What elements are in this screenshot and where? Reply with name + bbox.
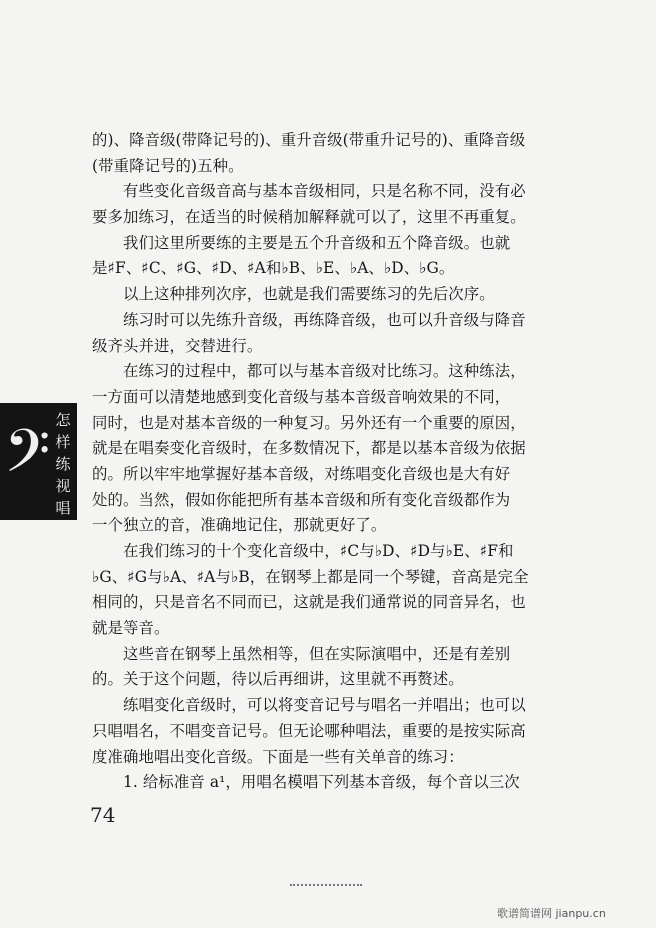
text-line: 以上这种排列次序，也就是我们需要练习的先后次序。 [123,285,495,304]
watermark: 歌谱简谱网 jianpu.cn [497,907,606,920]
scan-mark [290,884,362,889]
text-line: 的。关于这个问题，待以后再细讲，这里就不再赘述。 [92,670,464,689]
bass-clef-icon: 𝄢 [4,416,51,500]
text-line: 这些音在钢琴上虽然相等，但在实际演唱中，还是有差别 [123,644,511,663]
side-tab-title: 怎样练视唱 [55,411,71,517]
text-line: 练唱变化音级时，可以将变音记号与唱名一并唱出；也可以 [123,696,526,715]
text-line: ♭G、♯G与♭A、♯A与♭B，在钢琴上都是同一个琴键，音高是完全 [92,567,529,586]
side-tab [0,403,77,520]
text-line: (带重降记号的)五种。 [92,156,244,175]
text-line: 一个独立的音，准确地记住，那就更好了。 [92,516,387,535]
text-line: 处的。当然，假如你能把所有基本音级和所有变化音级都作为 [92,490,511,509]
text-line: 相同的，只是音名不同而已，这就是我们通常说的同音异名，也 [92,593,526,612]
text-line: 只唱唱名，不唱变音记号。但无论哪种唱法，重要的是按实际高 [92,721,526,740]
text-line: 同时，也是对基本音级的一种复习。另外还有一个重要的原因， [92,413,526,432]
page-number: 74 [90,803,116,827]
text-line: 在我们练习的十个变化音级中，♯C与♭D、♯D与♭E、♯F和 [123,542,514,560]
text-line: 就是在唱奏变化音级时，在多数情况下，都是以基本音级为依据 [92,439,526,458]
text-line: 在练习的过程中，都可以与基本音级对比练习。这种练法， [123,362,526,381]
text-line: 的)、降音级(带降记号的)、重升音级(带重升记号的)、重降音级 [92,131,526,149]
text-line: 一方面可以清楚地感到变化音级与基本音级音响效果的不同， [92,387,511,406]
text-line: 级齐头并进，交替进行。 [92,336,263,355]
text-line: 要多加练习，在适当的时候稍加解释就可以了，这里不再重复。 [92,208,526,227]
text-line: 的。所以牢牢地掌握好基本音级，对练唱变化音级也是大有好 [92,464,511,483]
text-line: 有些变化音级音高与基本音级相同，只是名称不同，没有必 [123,182,526,201]
text-line: 是♯F、♯C、♯G、♯D、♯A和♭B、♭E、♭A、♭D、♭G。 [92,259,455,278]
text-line: 就是等音。 [92,619,170,638]
text-line: 1. 给标准音 a¹，用唱名模唱下列基本音级，每个音以三次 [123,773,520,792]
body-text [92,128,578,796]
text-line: 度准确地唱出变化音级。下面是一些有关单音的练习： [92,747,464,766]
text-line: 我们这里所要练的主要是五个升音级和五个降音级。也就 [123,233,511,252]
text-line: 练习时可以先练升音级，再练降音级，也可以升音级与降音 [123,310,526,329]
